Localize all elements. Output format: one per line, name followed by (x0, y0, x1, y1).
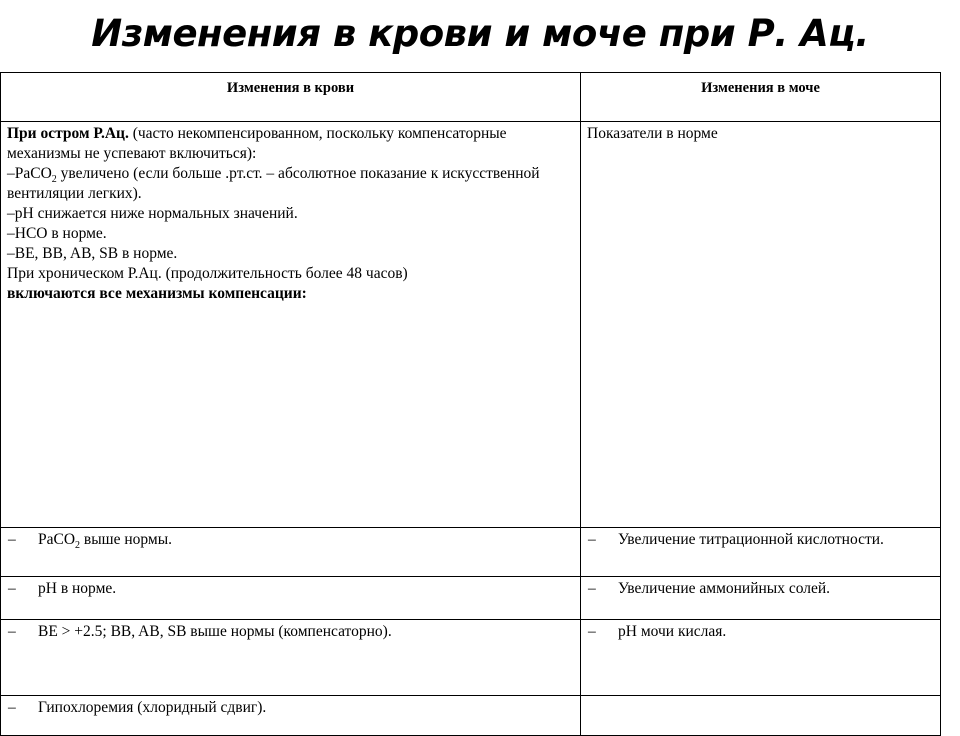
urine-cell (581, 620, 941, 696)
table-header-row (1, 73, 941, 122)
blood-cell (1, 528, 581, 577)
acute-blood-cell (1, 122, 581, 528)
blood-text: рН в норме. (38, 580, 117, 597)
table-row (1, 122, 941, 528)
page-title: Изменения в крови и моче при Р. Ац. (91, 12, 869, 55)
dash-bullet: – (8, 531, 16, 548)
blood-cell (1, 620, 581, 696)
blood-urine-table (0, 72, 941, 736)
blood-cell (1, 577, 581, 620)
table-row (1, 620, 941, 696)
acute-urine-cell: Показатели в норме (581, 122, 941, 528)
urine-text: рН мочи кислая. (618, 623, 727, 640)
urine-cell (581, 528, 941, 577)
blood-text: BE > +2.5; BB, AB, SB выше нормы (компенсаторно). (38, 623, 392, 640)
blood-cell (1, 696, 581, 736)
be-line: –BE, BB, AB, SB в норме. (7, 245, 178, 262)
hco-line: –HCO в норме. (7, 225, 107, 242)
chronic-line: При хроническом Р.Ац. (продолжительность более 48 часов) (7, 265, 408, 282)
table-row (1, 577, 941, 620)
header-blood: Изменения в крови (1, 73, 581, 122)
dash-bullet: – (588, 623, 596, 640)
urine-cell (581, 577, 941, 620)
header-urine: Изменения в моче (581, 73, 941, 122)
dash-bullet: – (588, 580, 596, 597)
dash-bullet: – (8, 623, 16, 640)
acute-lead: При остром Р.Ац. (часто некомпенсированном, поскольку компенсаторные механизмы не успевают включиться): (7, 125, 507, 162)
blood-text: PaCO$_2$ выше нормы. (38, 531, 173, 552)
dash-bullet: – (8, 580, 16, 597)
chronic-bold-line: включаются все механизмы компенсации: (7, 285, 307, 302)
urine-text: Увеличение аммонийных солей. (618, 580, 831, 597)
blood-text: Гипохлоремия (хлоридный сдвиг). (38, 699, 267, 716)
dash-bullet: – (8, 699, 16, 716)
paco2-line: –PaCO$_2$ увеличено (если больше .рт.ст. – абсолютное показание к искусственной вентиляции легких). (7, 165, 540, 202)
urine-text: Увеличение титрационной кислотности. (618, 531, 884, 548)
dash-bullet: – (588, 531, 596, 548)
table-row (1, 528, 941, 577)
urine-cell (581, 696, 941, 736)
table-row (1, 696, 941, 736)
ph-line: –рН снижается ниже нормальных значений. (7, 205, 298, 222)
